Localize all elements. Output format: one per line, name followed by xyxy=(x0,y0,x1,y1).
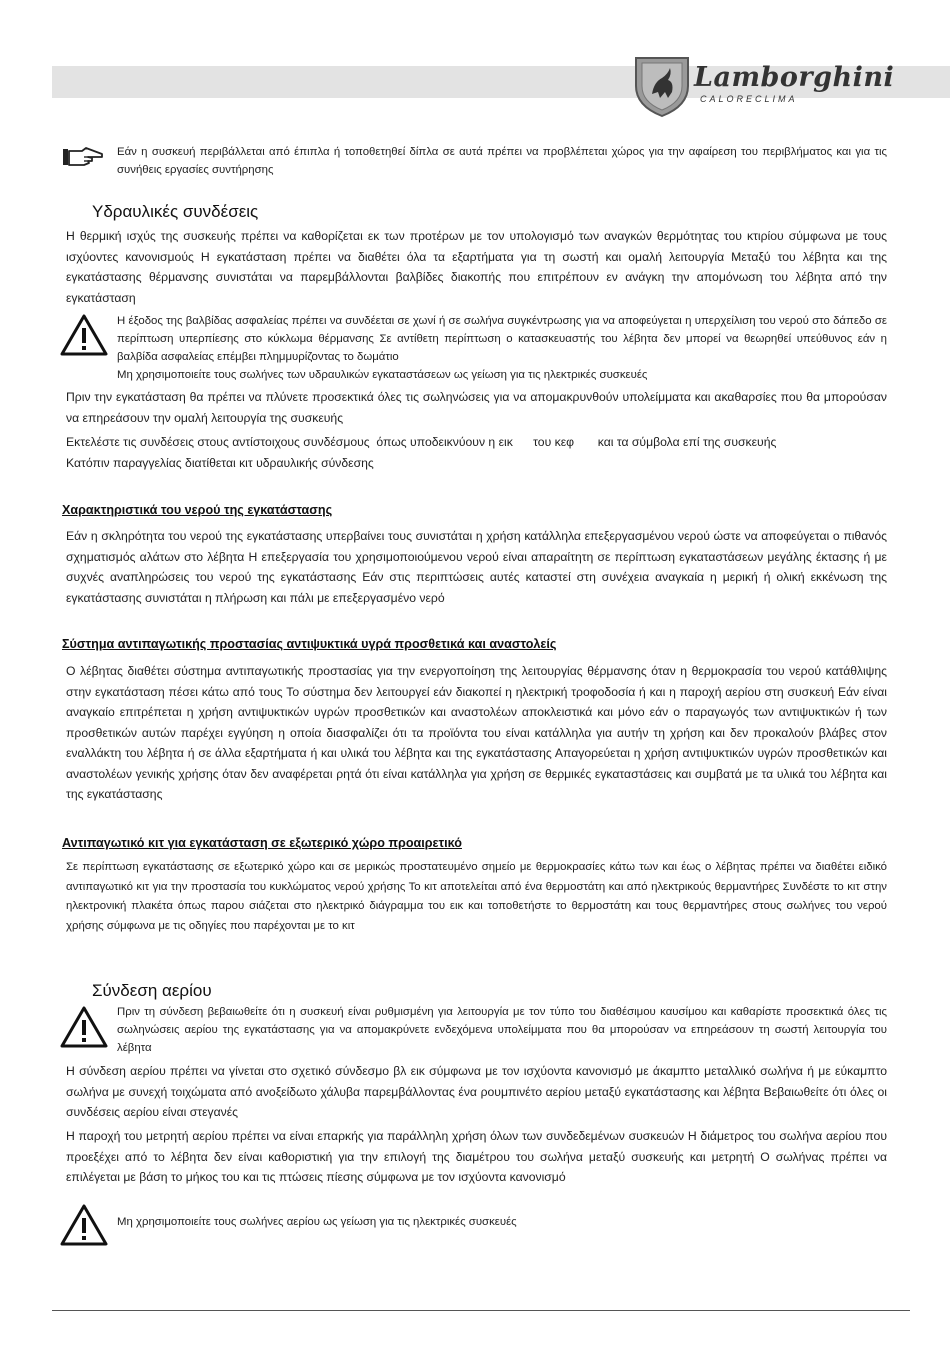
hydraulic-warning xyxy=(117,312,887,384)
antifreeze-section xyxy=(66,661,887,805)
footer-rule xyxy=(52,1310,910,1311)
brand-name: Lamborghini xyxy=(694,62,895,93)
hydraulic-warning-text-1: Η έξοδος της βαλβίδας ασφαλείας πρέπει να συνδέεται σε χωνί ή σε σωλήνα συγκέντρωσης για να αποφεύγεται η υπερχείλιση του νερού στο δάπεδο σε περίπτωση υπερπίεσης στο κύκλωμα θέρμανσης Σε αντίθετη περίπτωση ο κατασκευαστής του λέβητα δεν μπορεί να θεωρηθεί υπεύθυνος εάν η βαλβίδα ασφαλείας επέμβει πλημμυρίζοντας το δωμάτιο xyxy=(117,315,887,363)
gas-warning-text-1: Πριν τη σύνδεση βεβαιωθείτε ότι η συσκευή είναι ρυθμισμένη για λειτουργία με τον τύπο του διαθέσιμου καυσίμου και καθαρίστε προσεκτικά όλες τις σωληνώσεις αερίου της εγκατάστασης για να απομακρύνετε ενδεχόμενα υπολείμματα που θα μπορούσαν να επηρεάσουν τη σωστή λειτουργία του λέβητα xyxy=(117,1006,887,1054)
gas-connection xyxy=(66,1061,887,1123)
water-title: Χαρακτηριστικά του νερού της εγκατάστασης xyxy=(62,503,333,517)
hydraulic-connect xyxy=(66,432,887,473)
outdoor-kit-title: Αντιπαγωτικό κιτ για εγκατάσταση σε εξωτερικό χώρο προαιρετικό xyxy=(62,836,462,850)
hydraulic-connect-text: Εκτελέστε τις συνδέσεις στους αντίστοιχους συνδέσμους όπως υποδεικνύουν η εικ του κεφ και τα σύμβολα επί της συσκευής xyxy=(66,435,777,449)
hydraulic-title: Υδραυλικές συνδέσεις xyxy=(92,202,259,221)
gas-warning xyxy=(117,1003,887,1057)
pointing-hand-icon xyxy=(62,146,104,168)
gas-text-2: Η παροχή του μετρητή αερίου πρέπει να είναι επαρκής για παράλληλη χρήση όλων των συνδεδεμένων συσκευών Η διάμετρος του σωλήνα αερίου που προεξέχει από το λέβητα δεν είναι καθοριστική για την επιλογή της διαμέτρου του σωλήνα μεταξύ συσκευής και μετρητή Ο σωλήνας πρέπει να επιλέγεται με βάση το μήκος του και τις πτώσεις πίεσης σύμφωνα με τον ισχύοντα κανονισμό xyxy=(66,1129,887,1184)
warning-triangle-icon xyxy=(60,1006,108,1048)
warning-triangle-icon xyxy=(60,314,108,356)
outdoor-kit-text: Σε περίπτωση εγκατάστασης σε εξωτερικό χώρο και σε μερικώς προστατευμένο σημείο με θερμοκρασίες κάτω των και έως ο λέβητας πρέπει να διαθέτει ειδικό αντιπαγωτικό κιτ για την προστασία του κυκλώματος νερού χρήσης Το κιτ αποτελείται από ένα θερμοστάτη και από ηλεκτρικούς θερμαντήρες Συνδέστε το κιτ στην ηλεκτρονική πλακέτα όπως παρου σιάζεται στο ηλεκτρικό διάγραμμα του εικ και τοποθετήστε το θερμοστάτη και τους θερμαντήρες στους σωλήνες του νερού χρήσης σύμφωνα με τις οδηγίες που παρέχονται με το κιτ xyxy=(66,861,887,932)
antifreeze-text: Ο λέβητας διαθέτει σύστημα αντιπαγωτικής προστασίας για την ενεργοποίηση της λειτουργίας θέρμανσης όταν η θερμοκρασία του νερού κατάθλιψης στην εγκατάσταση πέσει κάτω από τους Το σύστημα δεν λειτουργεί εάν διακοπεί η ηλεκτρική τροφοδοσία ή και η παροχή αερίου στη συσκευή Εάν είναι αναγκαίο επιτρέπεται η χρήση αντιψυκτικών υγρών προσθετικών και αναστολέων αποκλειστικά και μόνο εάν ο παραγωγός των αντιψυκτικών ή των προσθετικών αυτών παρέχει εγγύηση η οποία διασφαλίζει ότι τα προϊόντα του είναι κατάλληλα για αυτήν τη χρήση και δεν προκαλούν βλάβες στον εναλλάκτη του λέβητα ή σε άλλα εξαρτήματα ή και υλικά του λέβητα και της εγκατάστασης Απαγορεύεται η χρήση αντιψυκτικών υγρών προσθετικών και αναστολέων γενικής χρήσης όταν δεν αναφέρεται ρητά ότι είναι κατάλληλα για χρήση σε θερμικές εγκαταστάσεις και συμβατά με τα υλικά του λέβητα και της εγκατάστασης xyxy=(66,664,887,801)
gas-text-1: Η σύνδεση αερίου πρέπει να γίνεται στο σχετικό σύνδεσμο βλ εικ σύμφωνα με τον ισχύοντα κανονισμό με άκαμπτο μεταλλικό σωλήνα ή με εύκαμπτο σωλήνα με συνεχή τοιχώματα από ανοξείδωτο χάλυβα παρεμβάλλοντας ένα ρουμπινέτο αερίου μεταξύ εγκατάστασης και λέβητα Βεβαιωθείτε ότι όλες οι συνδέσεις αερίου είναι στεγανές xyxy=(66,1064,887,1119)
brand-logo xyxy=(632,52,895,118)
brand-subtitle: CALORECLIMA xyxy=(700,94,798,104)
hydraulic-kit-text: Κατόπιν παραγγελίας διατίθεται κιτ υδραυλικής σύνδεσης xyxy=(66,455,374,470)
antifreeze-title: Σύστημα αντιπαγωτικής προστασίας αντιψυκτικά υγρά προσθετικά και αναστολείς xyxy=(62,637,557,651)
gas-meter xyxy=(66,1126,887,1188)
warning-triangle-icon xyxy=(60,1204,108,1246)
hydraulic-intro-text: Η θερμική ισχύς της συσκευής πρέπει να καθορίζεται εκ των προτέρων με τον υπολογισμό των αναγκών θερμότητας του κτιρίου σύμφωνα με τους ισχύοντες κανονισμούς Η εγκατάσταση πρέπει να διαθέτει όλα τα εξαρτήματα για τη σωστή και ομαλή λειτουργία Μεταξύ του λέβητα και της εγκατάστασης θέρμανσης συνιστάται να παρεμβάλλονται βαλβίδες διακοπής που επιτρέπουν εν ανάγκη την απομόνωση του λέβητα από την εγκατάσταση xyxy=(66,229,887,305)
hydraulic-warning-text-2: Μη χρησιμοποιείτε τους σωλήνες των υδραυλικών εγκαταστάσεων ως γείωση για τις ηλεκτρικές συσκευές xyxy=(117,369,648,381)
gas-title: Σύνδεση αερίου xyxy=(92,981,212,1000)
gas-warning-text-2: Μη χρησιμοποιείτε τους σωλήνες αερίου ως γείωση για τις ηλεκτρικές συσκευές xyxy=(117,1216,517,1228)
hydraulic-intro xyxy=(66,226,887,308)
outdoor-kit-section xyxy=(66,858,887,936)
maintenance-note xyxy=(117,143,887,179)
gas-warning-earth xyxy=(117,1213,887,1231)
water-section xyxy=(66,526,887,608)
hydraulic-flush xyxy=(66,387,887,428)
maintenance-note-text: Εάν η συσκευή περιβάλλεται από έπιπλα ή τοποθετηθεί δίπλα σε αυτά πρέπει να προβλέπεται χώρος για την αφαίρεση του περιβλήματος και για τις συνήθεις εργασίες συντήρησης xyxy=(117,146,887,176)
water-text: Εάν η σκληρότητα του νερού της εγκατάστασης υπερβαίνει τους συνιστάται η χρήση κατάλληλα επεξεργασμένου νερού ώστε να αποφεύγεται ο πιθανός σχηματισμός αλάτων στο λέβητα Η επεξεργασία του χρησιμοποιούμενου νερού είναι απαραίτητη σε περίπτωση εγκαταστάσεων μεγάλης έκτασης ή με συχνές αναπληρώσεις του νερού της εγκατάστασης Εάν στις περιπτώσεις αυτές καταστεί στη συνέχεια αναγκαία η μερική ή ολική εκκένωση της εγκατάστασης συνιστάται η πλήρωση και πάλι με επεξεργασμένο νερό xyxy=(66,529,887,605)
shield-emblem-icon xyxy=(632,52,692,118)
hydraulic-flush-text: Πριν την εγκατάσταση θα πρέπει να πλύνετε προσεκτικά όλες τις σωληνώσεις για να απομακρυνθούν υπολείμματα και ακαθαρσίες που θα μπορούσαν να επηρεάσουν την ομαλή λειτουργία της συσκευής xyxy=(66,390,887,425)
